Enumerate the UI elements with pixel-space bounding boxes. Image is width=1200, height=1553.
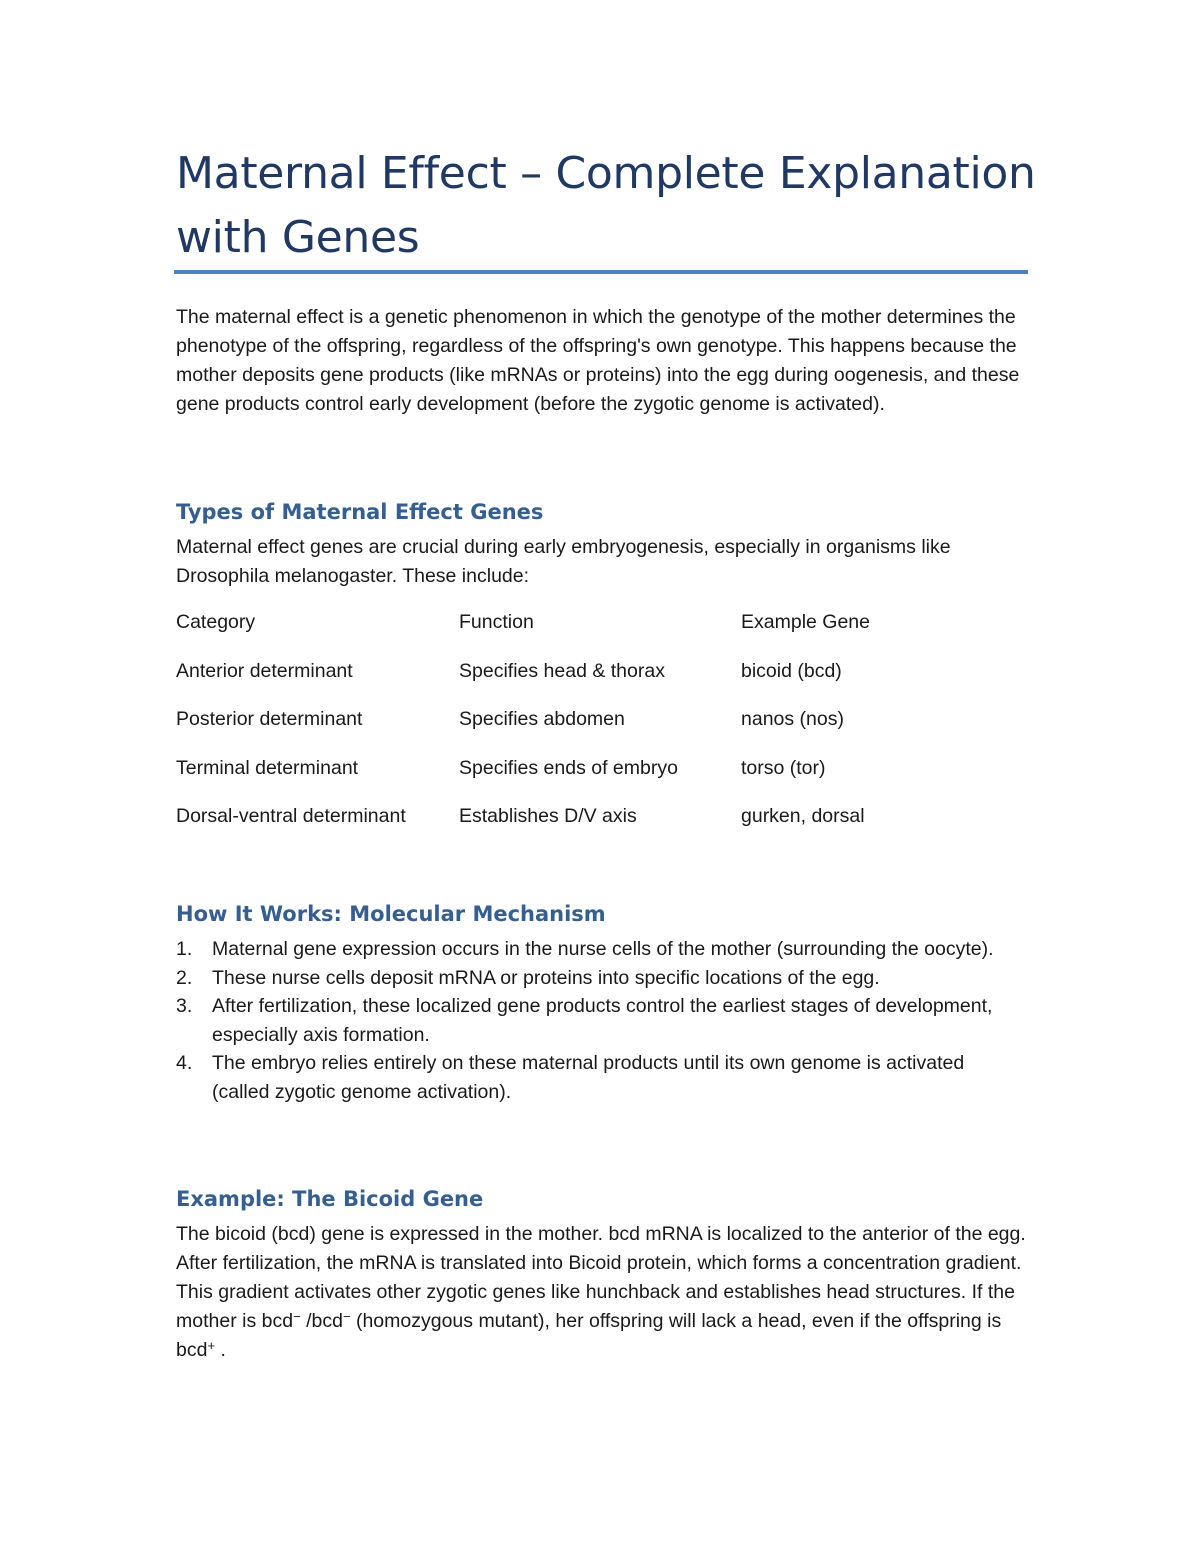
genotype-bcd: bcd: [311, 1310, 343, 1332]
bicoid-heading: Example: The Bicoid Gene: [176, 1187, 484, 1211]
list-item: [176, 964, 1026, 993]
table-cell: Specifies ends of embryo: [459, 756, 678, 779]
minus-superscript: −: [342, 1309, 351, 1324]
list-item-text: Maternal gene expression occurs in the nurse cells of the mother (surrounding the oocyte).: [212, 938, 994, 960]
minus-superscript: −: [293, 1309, 301, 1324]
list-item: [176, 1049, 1026, 1106]
title-underline: [174, 270, 1028, 274]
table-cell: Anterior determinant: [176, 659, 353, 682]
bicoid-paragraph: [176, 1220, 1026, 1365]
page-title: Maternal Effect – Complete Explanation with Genes: [176, 148, 1036, 263]
table-cell: Specifies head & thorax: [459, 659, 665, 682]
table-row: [176, 754, 1026, 803]
table-cell: Dorsal-ventral determinant: [176, 805, 406, 827]
maternal-genes-table: [176, 608, 1026, 851]
bicoid-text: The bicoid (bcd) gene is expressed in the mother. bcd mRNA is localized to the anterior of the egg. After fertilization, the mRNA is translated into Bicoid protein, which forms a concentration gradient. This gradient activates other zygotic genes like hunchback and establishes head structures. If the mother is: [176, 1223, 1026, 1332]
types-heading: Types of Maternal Effect Genes: [176, 500, 544, 524]
table-cell: gurken, dorsal: [741, 805, 865, 827]
list-item: [176, 935, 1026, 964]
list-item: [176, 992, 1026, 1049]
table-cell: Establishes D/V axis: [459, 805, 637, 827]
table-row: [176, 705, 1026, 754]
table-header-cell: Example Gene: [741, 611, 870, 633]
genotype-bcd: bcd: [261, 1310, 294, 1332]
table-row: [176, 657, 1026, 706]
list-number: 4.: [176, 1052, 193, 1074]
genotype-bcd: bcd: [176, 1339, 208, 1361]
table-cell: Specifies abdomen: [459, 708, 625, 730]
list-item-text: After fertilization, these localized gene products control the earliest stages of development, especially axis formation.: [212, 995, 993, 1046]
table-cell: torso (tor): [741, 756, 826, 779]
table-row: [176, 802, 1026, 851]
list-number: 1.: [176, 938, 193, 960]
list-number: 2.: [176, 966, 193, 989]
list-item-text: The embryo relies entirely on these maternal products until its own genome is activated (called zygotic genome activation).: [212, 1052, 965, 1103]
sentence-end: .: [215, 1339, 226, 1361]
table-cell: Posterior determinant: [176, 708, 363, 730]
slash-text: /: [300, 1310, 312, 1332]
list-number: 3.: [176, 995, 193, 1017]
plus-superscript: +: [207, 1338, 216, 1353]
bicoid-text-continued: (homozygous mutant), her offspring will lack a head, even if the offspring is: [350, 1310, 1002, 1332]
mechanism-list: [176, 935, 1026, 1106]
table-header-cell: Category: [176, 611, 256, 633]
types-paragraph: Maternal effect genes are crucial during early embryogenesis, especially in organisms like Drosophila melanogaster. These include:: [176, 536, 951, 587]
table-cell: bicoid (bcd): [741, 659, 842, 682]
list-item-text: These nurse cells deposit mRNA or proteins into specific locations of the egg.: [212, 966, 880, 989]
table-cell: Terminal determinant: [176, 756, 359, 779]
mechanism-heading: How It Works: Molecular Mechanism: [176, 902, 606, 926]
table-cell: nanos (nos): [741, 708, 844, 730]
intro-paragraph: The maternal effect is a genetic phenomenon in which the genotype of the mother determines the phenotype of the offspring, regardless of the offspring's own genotype. This happens because the mother deposits gene products (like mRNAs or proteins) into the egg during oogenesis, and these gene products control early development (before the zygotic genome is activated).: [176, 306, 1020, 415]
table-header-row: [176, 608, 1026, 657]
table-header-cell: Function: [459, 611, 534, 633]
